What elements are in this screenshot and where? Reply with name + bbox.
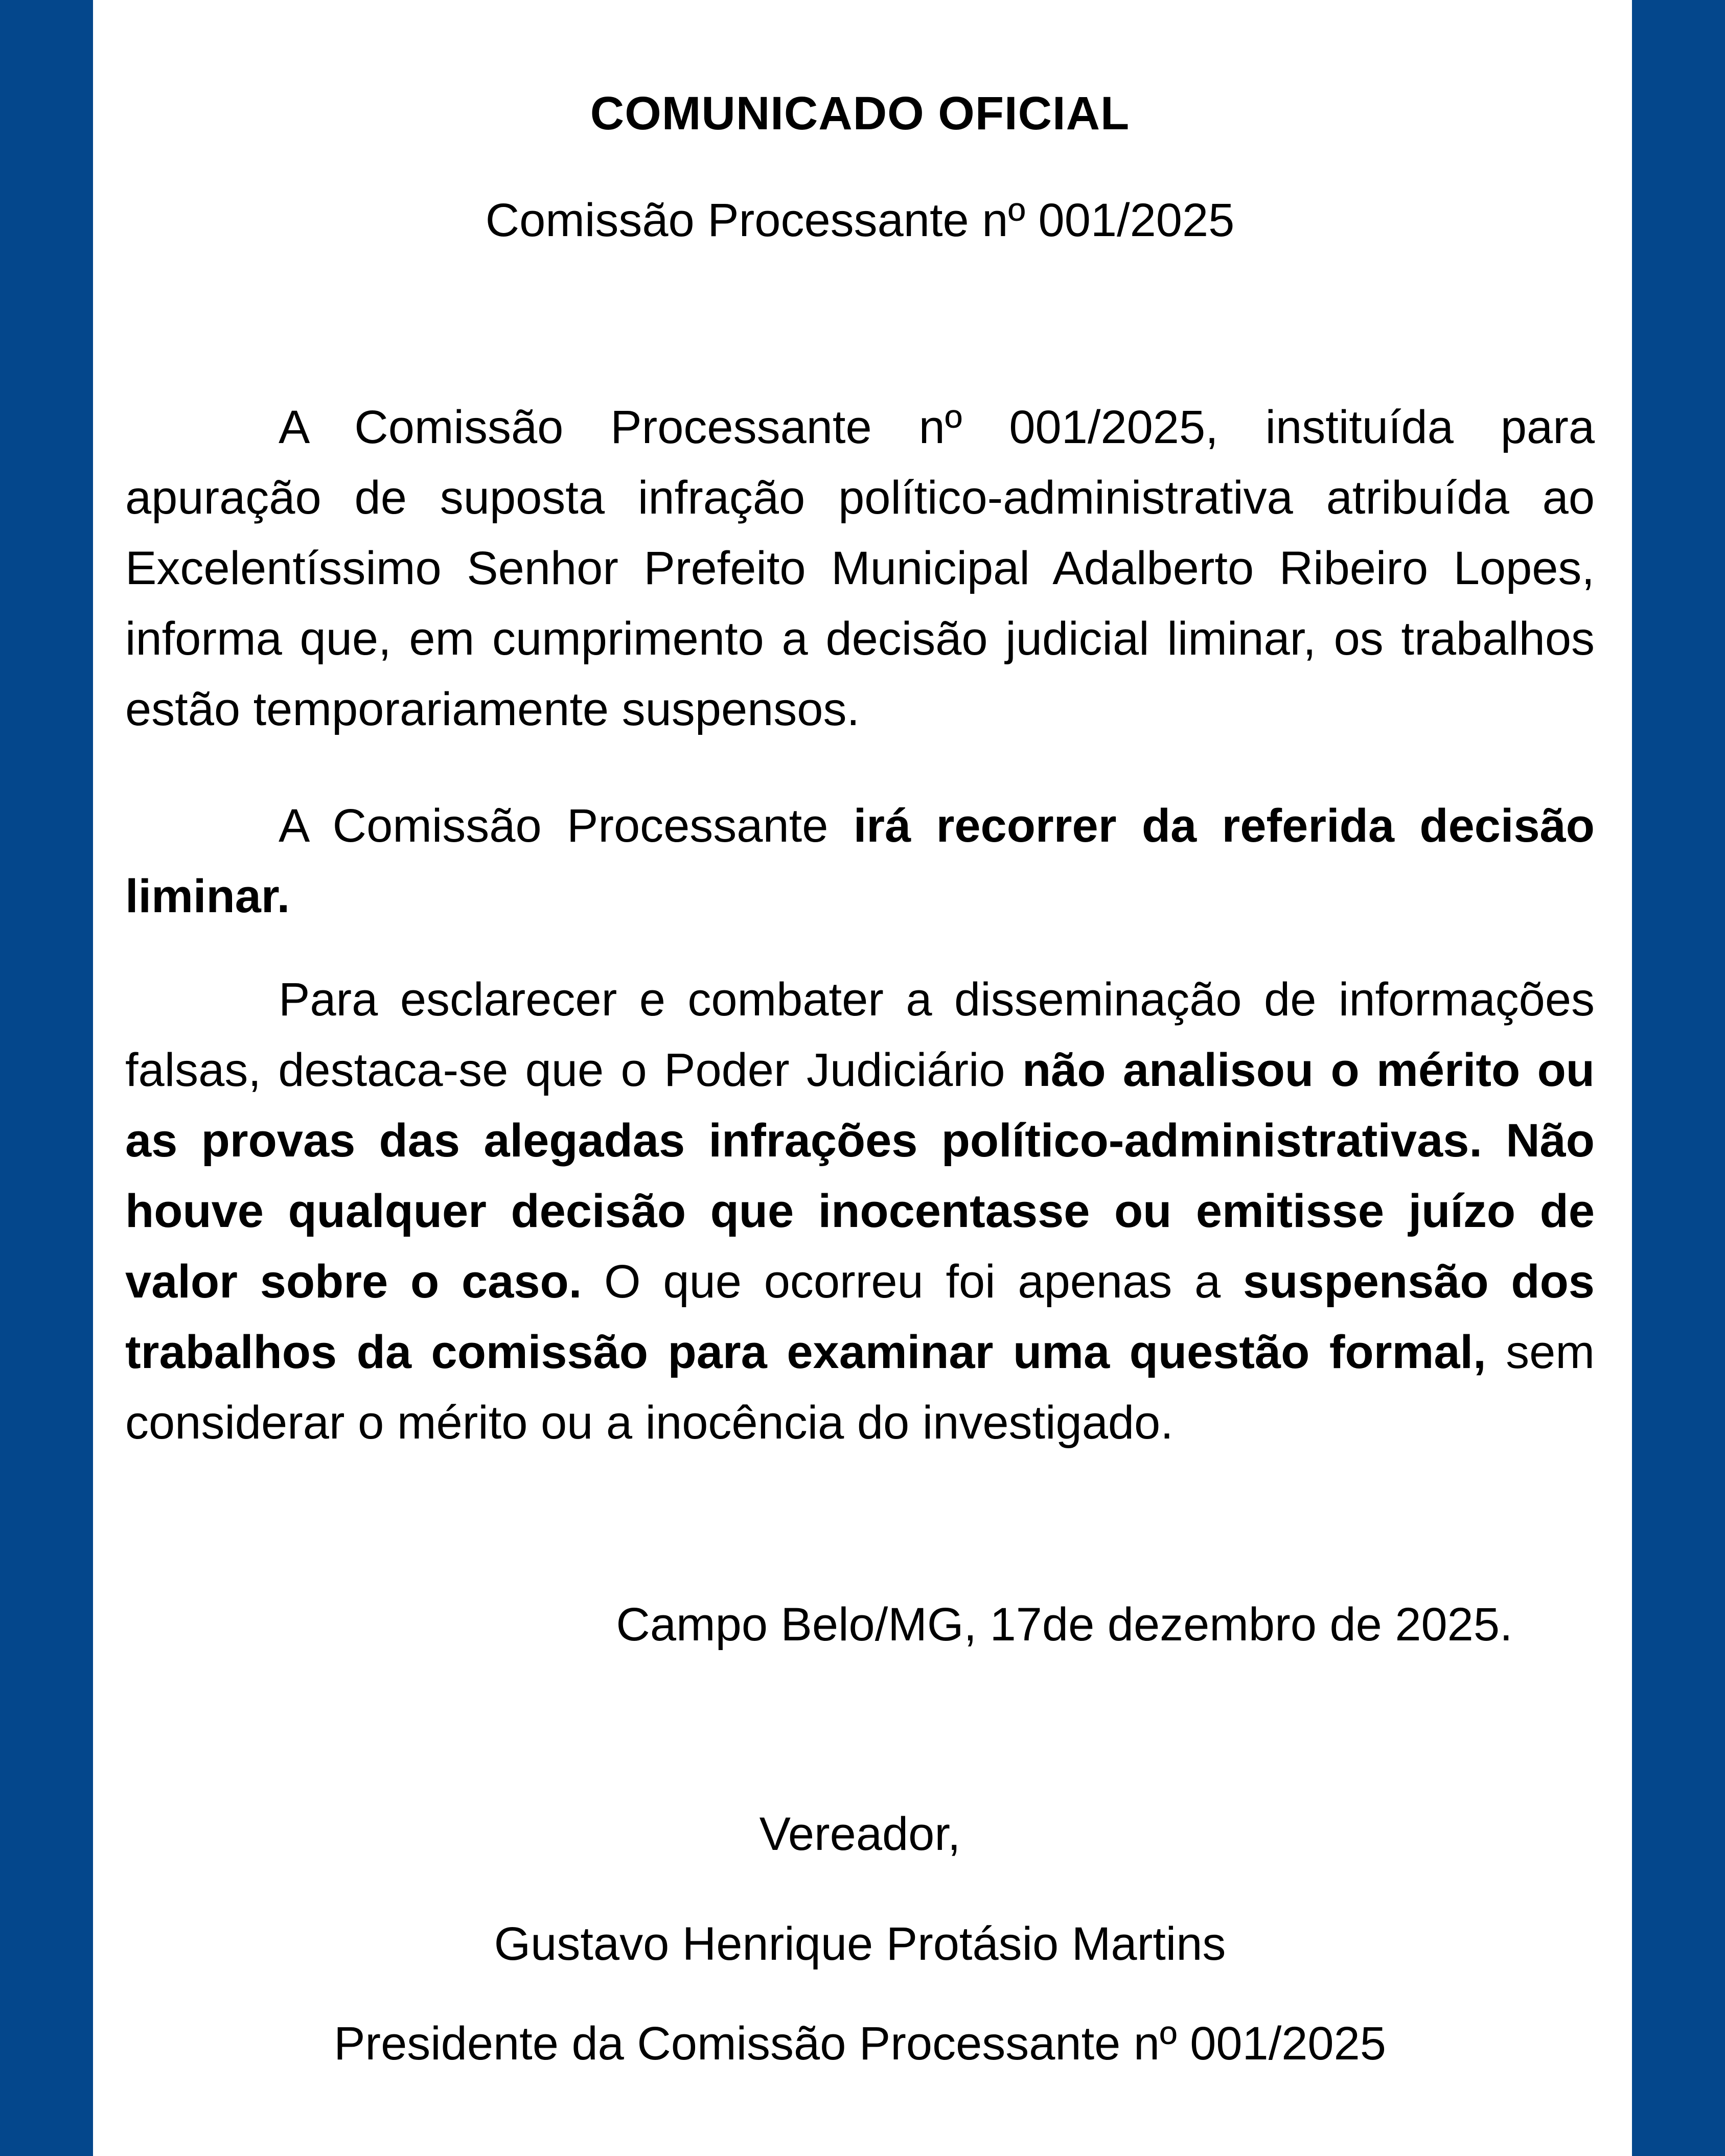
bold-text-run: irá recorrer da referida decisão liminar. (125, 800, 1608, 922)
bold-text-run: suspensão dos trabalhos da comissão para examinar uma questão formal, (125, 1256, 1608, 1378)
paragraph-clarification (125, 964, 1608, 1458)
text-run: sem considerar o mérito ou a inocência do investigado. (125, 1326, 1608, 1449)
text-run: A Comissão Processante nº 001/2025, instituída para apuração de suposta infração político-administrativa atribuída ao Excelentíssimo Senhor Prefeito Municipal Adalberto Ribeiro Lopes, informa que, em cumprimento a decisão judicial liminar, os trabalhos estão temporariamente suspensos. (125, 401, 1608, 735)
text-run: A Comissão Processante (279, 800, 854, 852)
left-border-bar (0, 0, 93, 2156)
document-title: COMUNICADO OFICIAL (590, 87, 1130, 140)
text-run: O que ocorreu foi apenas a (582, 1256, 1243, 1308)
document-subtitle: Comissão Processante nº 001/2025 (485, 194, 1235, 246)
signature-title: Presidente da Comissão Processante nº 001/2025 (334, 2018, 1386, 2070)
dateline: Campo Belo/MG, 17de dezembro de 2025. (616, 1598, 1513, 1651)
paragraph-suspension-notice (125, 392, 1608, 745)
bold-text-run: não analisou o mérito ou as provas das alegadas infrações político-administrativas. Não houve qualquer decisão que inocentasse ou emitisse juízo de valor sobre o caso. (125, 1044, 1608, 1308)
signature-role: Vereador, (759, 1808, 961, 1860)
right-border-bar (1632, 0, 1725, 2156)
paragraph-appeal-statement (125, 791, 1608, 932)
signature-name: Gustavo Henrique Protásio Martins (494, 1918, 1226, 1970)
text-run: Para esclarecer e combater a disseminação de informações falsas, destaca-se que o Poder Judiciário (125, 973, 1608, 1096)
